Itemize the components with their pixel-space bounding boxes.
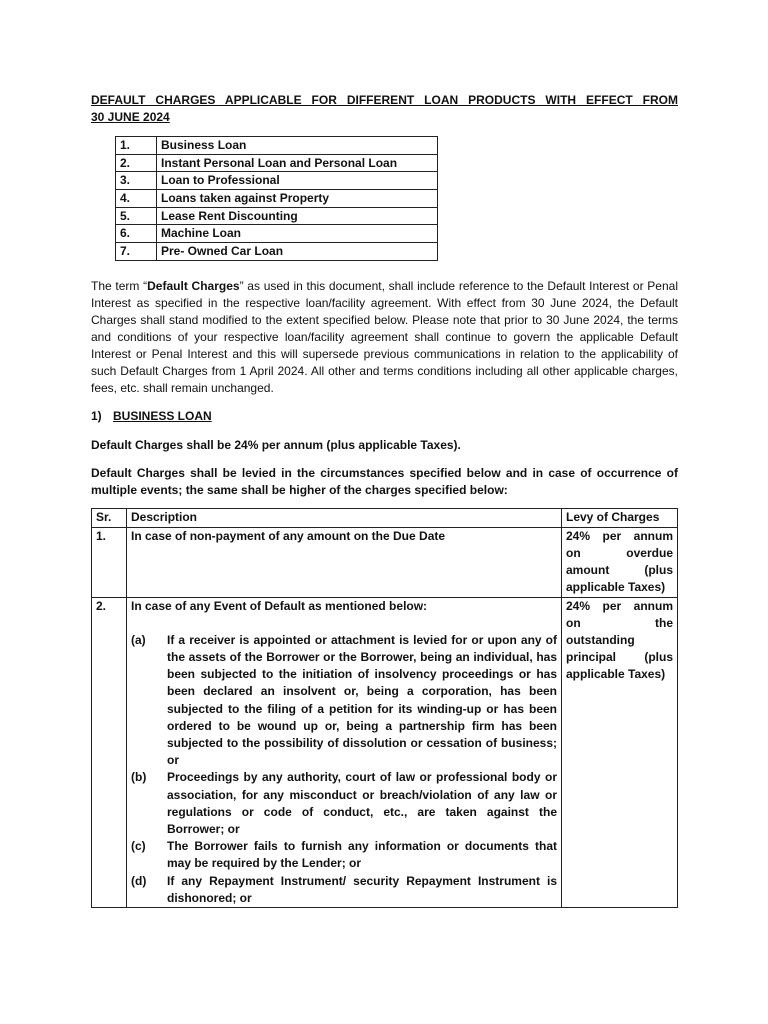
event-of-default-item bbox=[131, 632, 557, 770]
item-label: (b) bbox=[131, 770, 147, 785]
product-row bbox=[116, 172, 438, 190]
title-line-2: 30 JUNE 2024 bbox=[91, 110, 170, 124]
row1-levy bbox=[562, 527, 678, 597]
header-description: Description bbox=[127, 509, 562, 527]
product-number: 4. bbox=[116, 190, 157, 208]
product-name: Pre- Owned Car Loan bbox=[157, 243, 438, 261]
intro-text-rest: ” as used in this document, shall include reference to the Default Interest or Penal Interest as specified in the respective loan/facility agreement. With effect from 30 June 2024, the Default Charges shall stand modified to the extent specified below. Please note that prior to 30 June 2024, the terms and conditions of your respective loan/facility agreement shall continue to govern the applicable Default Interest or Penal Interest and this will supersede previous communications in relation to the applicability of such Default Charges from 1 April 2024. All other and terms conditions including all other applicable charges, fees, etc. shall remain unchanged. bbox=[91, 278, 678, 396]
product-name: Machine Loan bbox=[157, 225, 438, 243]
circumstances-statement: Default Charges shall be levied in the circumstances specified below and in case of occurrence of multiple events; the same shall be higher of the charges specified below: bbox=[91, 466, 678, 498]
item-text: The Borrower fails to furnish any information or documents that may be required by the Lender; or bbox=[167, 839, 557, 871]
section-title: BUSINESS LOAN bbox=[113, 409, 212, 424]
item-text: Proceedings by any authority, court of law or professional body or association, for any misconduct or breach/violation of any law or regulations or code of conduct, etc., are taken against the Borrower; or bbox=[167, 770, 557, 836]
row2-levy-tail: applicable Taxes) bbox=[566, 667, 666, 682]
event-of-default-item bbox=[131, 838, 557, 872]
loan-products-table bbox=[115, 136, 438, 261]
row2-description: In case of any Event of Default as mentioned below: bbox=[131, 598, 428, 613]
product-row bbox=[116, 225, 438, 243]
charges-table bbox=[91, 508, 678, 907]
product-number: 1. bbox=[116, 137, 157, 155]
row2-sr: 2. bbox=[92, 597, 127, 907]
row2-levy-line-2: on the bbox=[566, 615, 673, 630]
charges-table-header-row bbox=[92, 509, 678, 527]
product-row bbox=[116, 243, 438, 261]
row1-levy-tail: applicable Taxes) bbox=[566, 580, 666, 595]
item-label: (a) bbox=[131, 632, 146, 647]
product-number: 7. bbox=[116, 243, 157, 261]
row2-description-cell bbox=[127, 597, 562, 907]
intro-defined-term: Default Charges bbox=[147, 278, 240, 293]
row1-levy-line-1: 24% per annum bbox=[566, 528, 673, 543]
table-row bbox=[92, 597, 678, 907]
row1-levy-line-2: on overdue bbox=[566, 545, 673, 560]
item-label: (c) bbox=[131, 839, 146, 854]
item-text: If a receiver is appointed or attachment is levied for or upon any of the assets of the Borrower or the Borrower, being an individual, has been subjected to the initiation of insolvency proceedings or has been declared an insolvent or, being a corporation, has been subjected to the filing of a petition for its winding-up or has been ordered to be wound up or, being a partnership firm has been subjected to the possibility of dissolution or cessation of business; or bbox=[167, 632, 557, 768]
intro-paragraph bbox=[91, 278, 678, 398]
product-row bbox=[116, 154, 438, 172]
product-row bbox=[116, 190, 438, 208]
product-name: Lease Rent Discounting bbox=[157, 207, 438, 225]
row2-levy-line-1: 24% per annum bbox=[566, 598, 673, 613]
row2-levy-line-4: principal (plus bbox=[566, 650, 673, 665]
table-row bbox=[92, 527, 678, 597]
default-rate-statement: Default Charges shall be 24% per annum (plus applicable Taxes). bbox=[91, 437, 461, 452]
item-label: (d) bbox=[131, 873, 147, 888]
event-of-default-item bbox=[131, 873, 557, 907]
product-number: 6. bbox=[116, 225, 157, 243]
title-line-1: DEFAULT CHARGES APPLICABLE FOR DIFFERENT LOAN PRODUCTS WITH EFFECT FROM bbox=[91, 93, 678, 107]
product-name: Loan to Professional bbox=[157, 172, 438, 190]
document-title bbox=[91, 92, 678, 126]
row1-description: In case of non-payment of any amount on the Due Date bbox=[127, 527, 562, 597]
document-page bbox=[91, 92, 678, 908]
product-name: Instant Personal Loan and Personal Loan bbox=[157, 154, 438, 172]
intro-text-start: The term “ bbox=[91, 278, 148, 293]
section-heading bbox=[91, 408, 678, 425]
row2-levy bbox=[562, 597, 678, 907]
event-of-default-item bbox=[131, 769, 557, 838]
product-number: 5. bbox=[116, 207, 157, 225]
product-name: Business Loan bbox=[157, 137, 438, 155]
row1-sr: 1. bbox=[92, 527, 127, 597]
header-levy: Levy of Charges bbox=[562, 509, 678, 527]
row2-levy-line-3: outstanding bbox=[566, 632, 635, 647]
section-number: 1) bbox=[91, 409, 102, 424]
product-number: 3. bbox=[116, 172, 157, 190]
product-row bbox=[116, 137, 438, 155]
product-row bbox=[116, 207, 438, 225]
product-number: 2. bbox=[116, 154, 157, 172]
item-text: If any Repayment Instrument/ security Repayment Instrument is dishonored; or bbox=[167, 873, 557, 905]
product-name: Loans taken against Property bbox=[157, 190, 438, 208]
row1-levy-line-3: amount (plus bbox=[566, 563, 673, 578]
header-sr: Sr. bbox=[92, 509, 127, 527]
